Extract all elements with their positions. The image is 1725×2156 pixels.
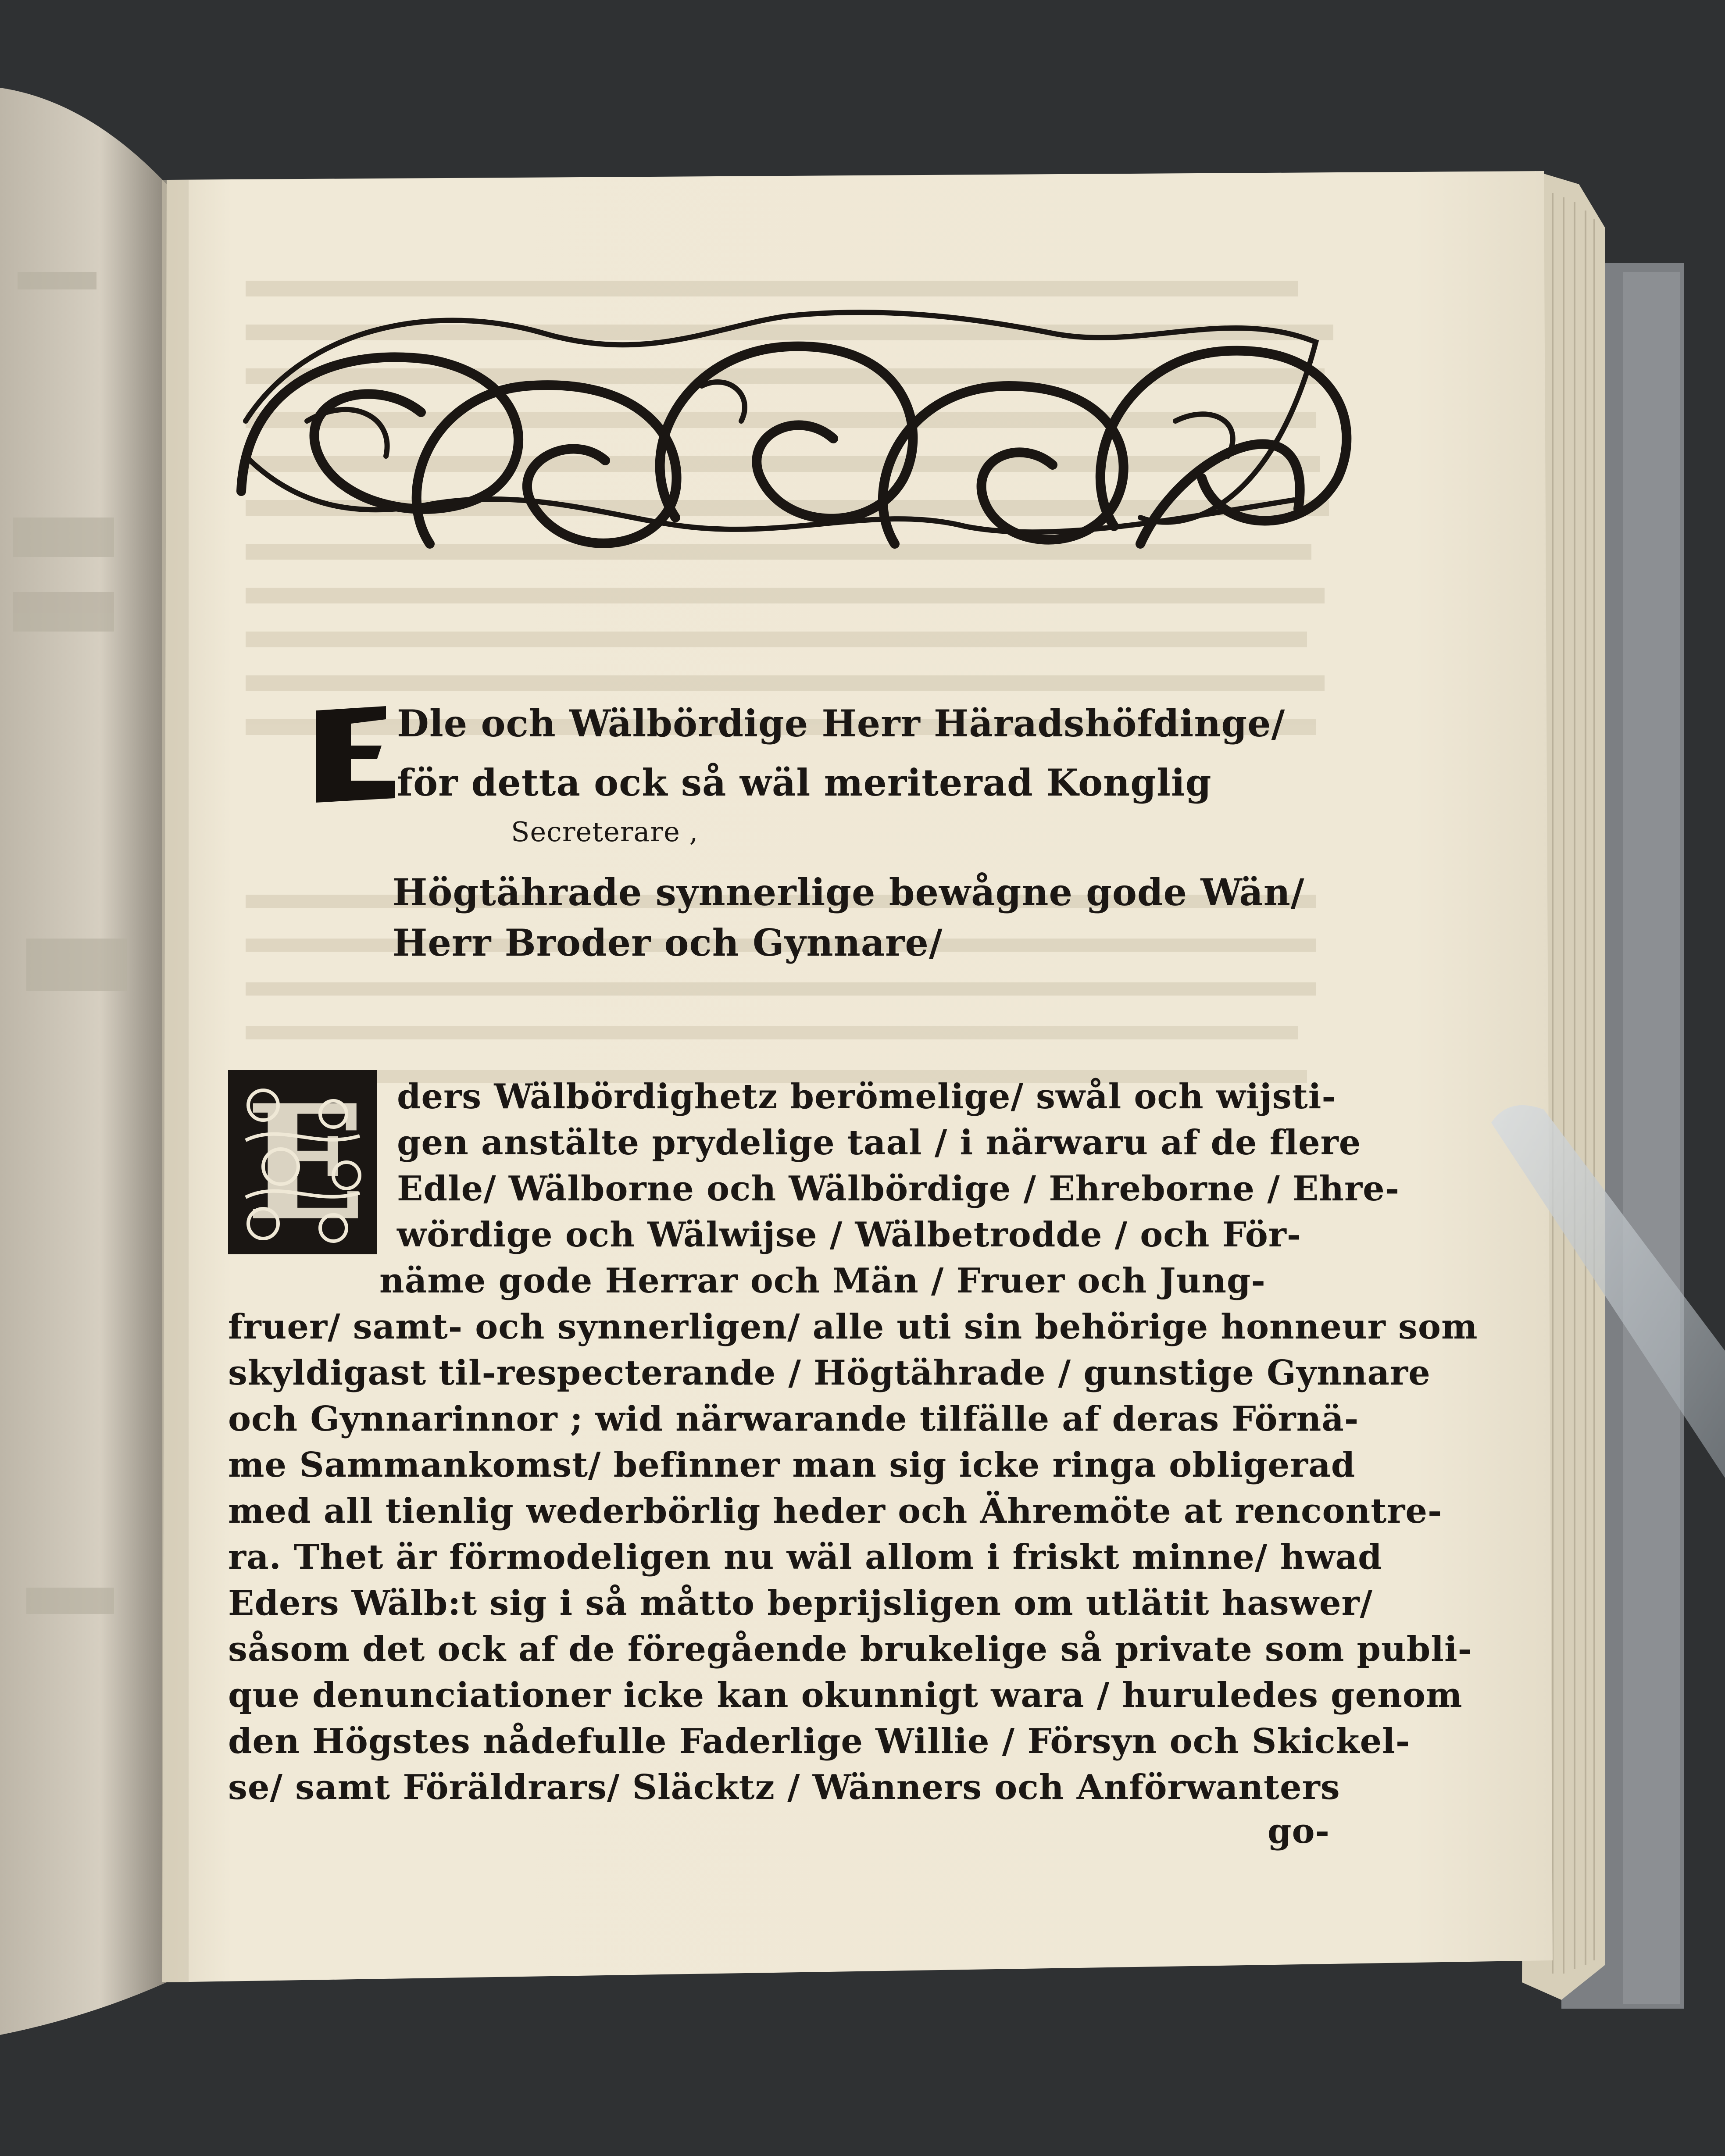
salutation-line-4: Högtährade synnerlige bewågne gode Wän/ (393, 871, 1305, 914)
body-line: ders Wälbördighetz berömelige/ swål och wijsti- (397, 1077, 1336, 1117)
body-line: que denunciationer icke kan okunnigt wara / huruledes genom (228, 1675, 1463, 1715)
salutation-line-1: Dle och Wälbördige Herr Häradshöfdinge/ (397, 702, 1286, 745)
body-line: med all tienlig wederbörlig heder och Ähremöte at rencontre- (228, 1491, 1443, 1531)
salutation-line-5: Herr Broder och Gynnare/ (393, 921, 943, 964)
body-line: skyldigast til-respecterande / Högtährade / gunstige Gynnare (228, 1353, 1431, 1393)
body-initial: E (246, 1070, 366, 1256)
body-line: ra. Thet är förmodeligen nu wäl allom i friskt minne/ hwad (228, 1537, 1382, 1577)
body-line: gen anstälte prydelige taal / i närwaru af de flere (397, 1123, 1361, 1163)
body-line: me Sammankomst/ befinner man sig icke ringa obligerad (228, 1445, 1356, 1485)
body-line: Eders Wälb:t sig i så måtto beprijsligen om utlätit haswer/ (228, 1583, 1373, 1623)
body-line: näme gode Herrar och Män / Fruer och Jung- (379, 1261, 1266, 1301)
salutation-line-2: för detta ock så wäl meriterad Konglig (397, 761, 1212, 804)
body-line: fruer/ samt- och synnerligen/ alle uti sin behörige honneur som (228, 1307, 1478, 1347)
catchword: go- (1268, 1811, 1330, 1851)
body-line: se/ samt Föräldrars/ Släcktz / Wänners och Anförwanters (228, 1767, 1340, 1807)
body-line: den Högstes nådefulle Faderlige Willie / Försyn och Skickel- (228, 1721, 1411, 1761)
body-line: Edle/ Wälborne och Wälbördige / Ehreborne / Ehre- (397, 1169, 1400, 1209)
body-line: såsom det ock af de föregående brukelige så private som publi- (228, 1629, 1472, 1669)
salutation-line-3: Secreterare , (511, 816, 699, 848)
body-line: och Gynnarinnor ; wid närwarande tilfälle af deras Förnä- (228, 1399, 1359, 1439)
left-page (0, 88, 167, 2035)
body-line: wördige och Wälwijse / Wälbetrodde / och För- (397, 1215, 1302, 1255)
